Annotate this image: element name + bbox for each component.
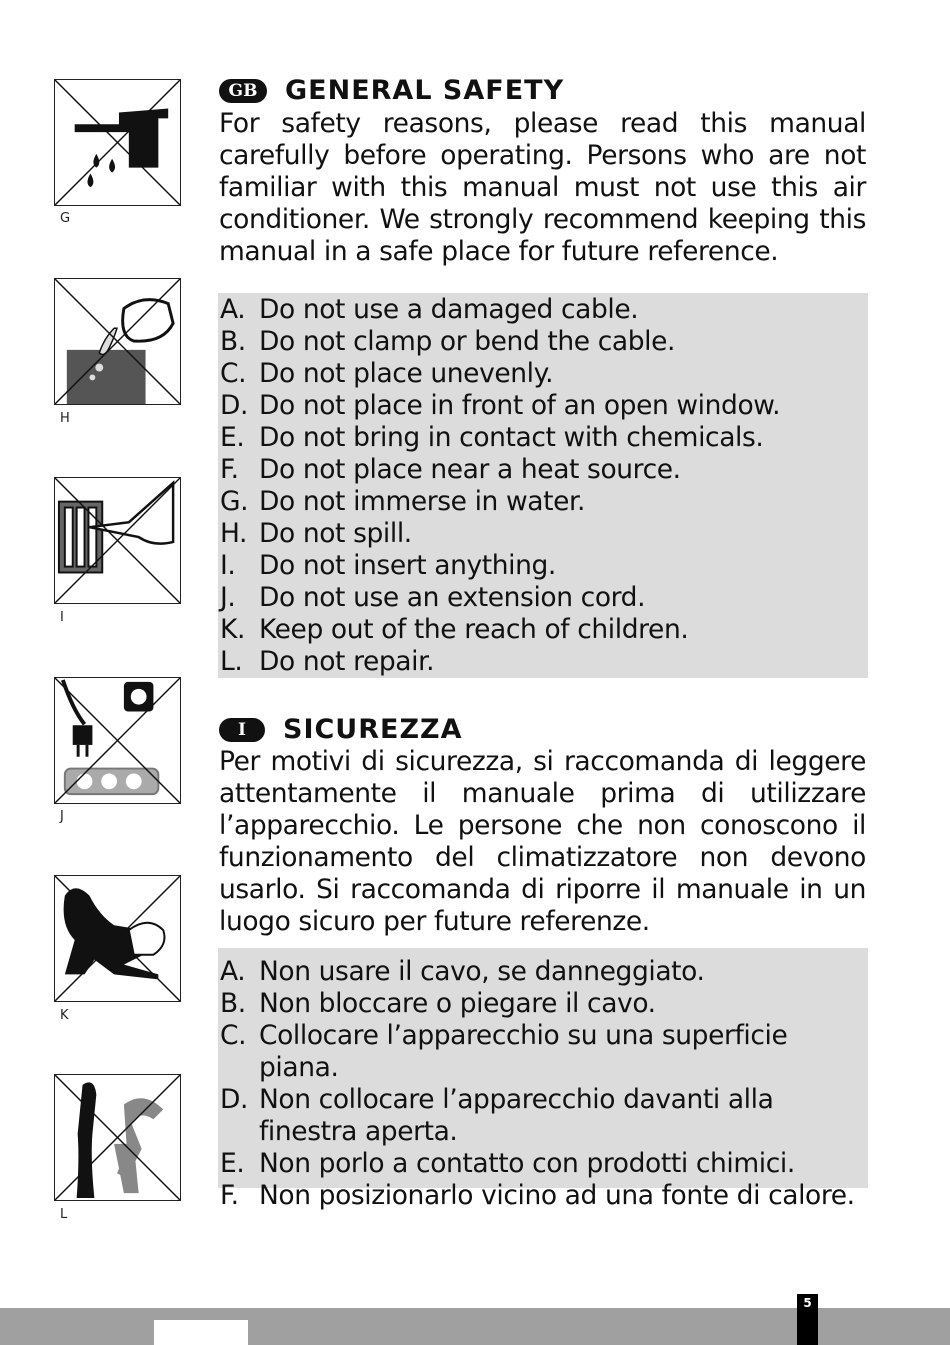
- no-water-immersion-icon: [54, 79, 181, 206]
- no-extension-cord-icon: [54, 677, 181, 804]
- it-intro: Per motivi di sicurezza, si raccomanda di leggere attentamente il manuale prima di utilizzare l’apparecchio. Le persone che non conoscono il funzionamento del climatizzatore non devono usarlo. Si raccomanda di riporre il manuale in un luogo sicuro per future referenze.: [219, 746, 866, 937]
- icon-letter-j: J: [60, 809, 64, 824]
- gb-section-heading: [219, 75, 564, 106]
- list-item: G. Do not immerse in water.: [220, 486, 586, 517]
- list-item: C. Collocare l’apparecchio su una superficie piana.: [220, 1020, 788, 1083]
- icon-letter-k: K: [60, 1008, 69, 1023]
- list-item: F. Non posizionarlo vicino ad una fonte di calore.: [220, 1180, 855, 1211]
- list-item: L. Do not repair.: [220, 646, 435, 677]
- list-item: C. Do not place unevenly.: [220, 358, 554, 389]
- list-item: D. Do not place in front of an open window.: [220, 390, 781, 421]
- keep-away-children-icon: [54, 875, 181, 1002]
- list-item: H. Do not spill.: [220, 518, 412, 549]
- icon-letter-i: I: [60, 610, 64, 625]
- gb-intro: For safety reasons, please read this manual carefully before operating. Persons who are not familiar with this manual must not use this air conditioner. We strongly recommend keeping this manual in a safe place for future reference.: [219, 108, 866, 267]
- list-item: K. Keep out of the reach of children.: [220, 614, 689, 645]
- list-item: B. Do not clamp or bend the cable.: [220, 326, 676, 357]
- list-item: B. Non bloccare o piegare il cavo.: [220, 988, 656, 1019]
- no-insert-icon: [54, 477, 181, 604]
- page-number: 5: [797, 1294, 818, 1345]
- gb-badge: GB: [219, 79, 267, 103]
- list-item: D. Non collocare l’apparecchio davanti alla finestra aperta.: [220, 1084, 774, 1147]
- it-rules-list: [218, 948, 868, 1211]
- gb-rules-list: [218, 293, 868, 678]
- icon-letter-h: H: [60, 411, 70, 426]
- icon-letter-l: L: [60, 1207, 68, 1222]
- it-badge: I: [219, 718, 265, 742]
- list-item: J. Do not use an extension cord.: [220, 582, 646, 613]
- footer-white-block: [154, 1320, 248, 1345]
- list-item: A. Do not use a damaged cable.: [220, 294, 639, 325]
- list-item: F. Do not place near a heat source.: [220, 454, 681, 485]
- list-item: A. Non usare il cavo, se danneggiato.: [220, 956, 705, 987]
- icon-letter-g: G: [60, 211, 71, 226]
- it-title: SICUREZZA: [283, 714, 463, 745]
- list-item: E. Do not bring in contact with chemicals.: [220, 422, 764, 453]
- gb-title: GENERAL SAFETY: [285, 75, 565, 106]
- no-repair-icon: [54, 1074, 181, 1201]
- no-spill-icon: [54, 278, 181, 405]
- list-item: E. Non porlo a contatto con prodotti chimici.: [220, 1148, 795, 1179]
- it-section-heading: [219, 714, 463, 745]
- list-item: I. Do not insert anything.: [220, 550, 556, 581]
